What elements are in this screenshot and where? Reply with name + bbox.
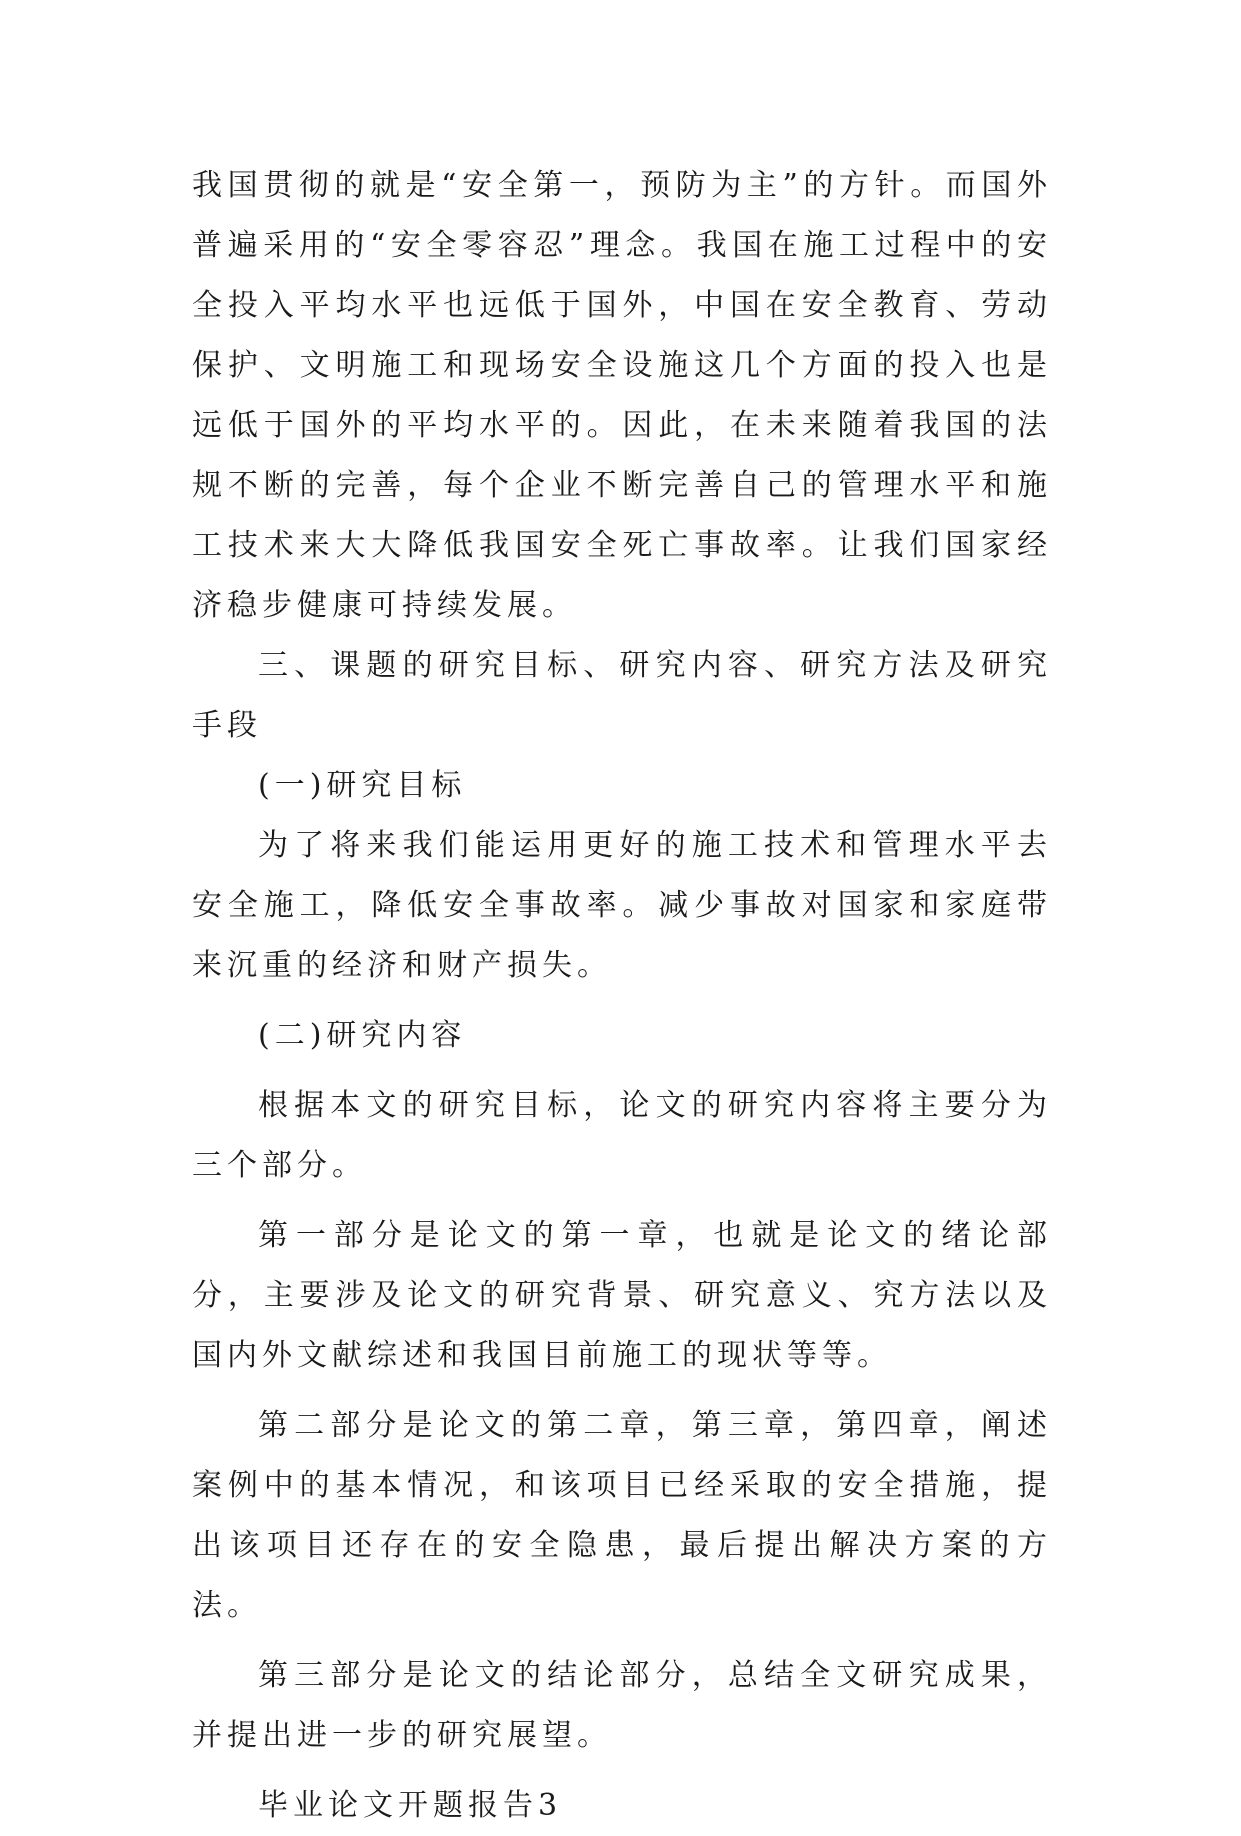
paragraph-content-overview: 根据本文的研究目标，论文的研究内容将主要分为三个部分。 (192, 1088, 1052, 1183)
paragraph-part-two: 第二部分是论文的第二章，第三章，第四章，阐述案例中的基本情况，和该项目已经采取的安全措施，提出该项目还存在的安全隐患，最后提出解决方案的方法。 (192, 1408, 1052, 1623)
paragraph-research-goals: 为了将来我们能运用更好的施工技术和管理水平去安全施工，降低安全事故率。减少事故对国家和家庭带来沉重的经济和财产损失。 (192, 828, 1052, 983)
subsection-heading-research-content: (二)研究内容 (258, 1018, 467, 1053)
document-body (192, 156, 1052, 1836)
paragraph-part-three: 第三部分是论文的结论部分，总结全文研究成果，并提出进一步的研究展望。 (192, 1658, 1052, 1753)
subsection-heading-research-goals: (一)研究目标 (258, 768, 467, 803)
paragraph-part-one: 第一部分是论文的第一章，也就是论文的绪论部分，主要涉及论文的研究背景、研究意义、究方法以及国内外文献综述和我国目前施工的现状等等。 (192, 1218, 1052, 1373)
paragraph-safety-policy: 我国贯彻的就是“安全第一，预防为主”的方针。而国外普遍采用的“安全零容忍”理念。我国在施工过程中的安全投入平均水平也远低于国外，中国在安全教育、劳动保护、文明施工和现场安全设施这几个方面的投入也是远低于国外的平均水平的。因此，在未来随着我国的法规不断的完善，每个企业不断完善自己的管理水平和施工技术来大大降低我国安全死亡事故率。让我们国家经济稳步健康可持续发展。 (192, 168, 1052, 623)
section-heading-research-goals-content-methods: 三、课题的研究目标、研究内容、研究方法及研究手段 (192, 648, 1052, 743)
heading-opening-report-3: 毕业论文开题报告3 (258, 1788, 563, 1823)
